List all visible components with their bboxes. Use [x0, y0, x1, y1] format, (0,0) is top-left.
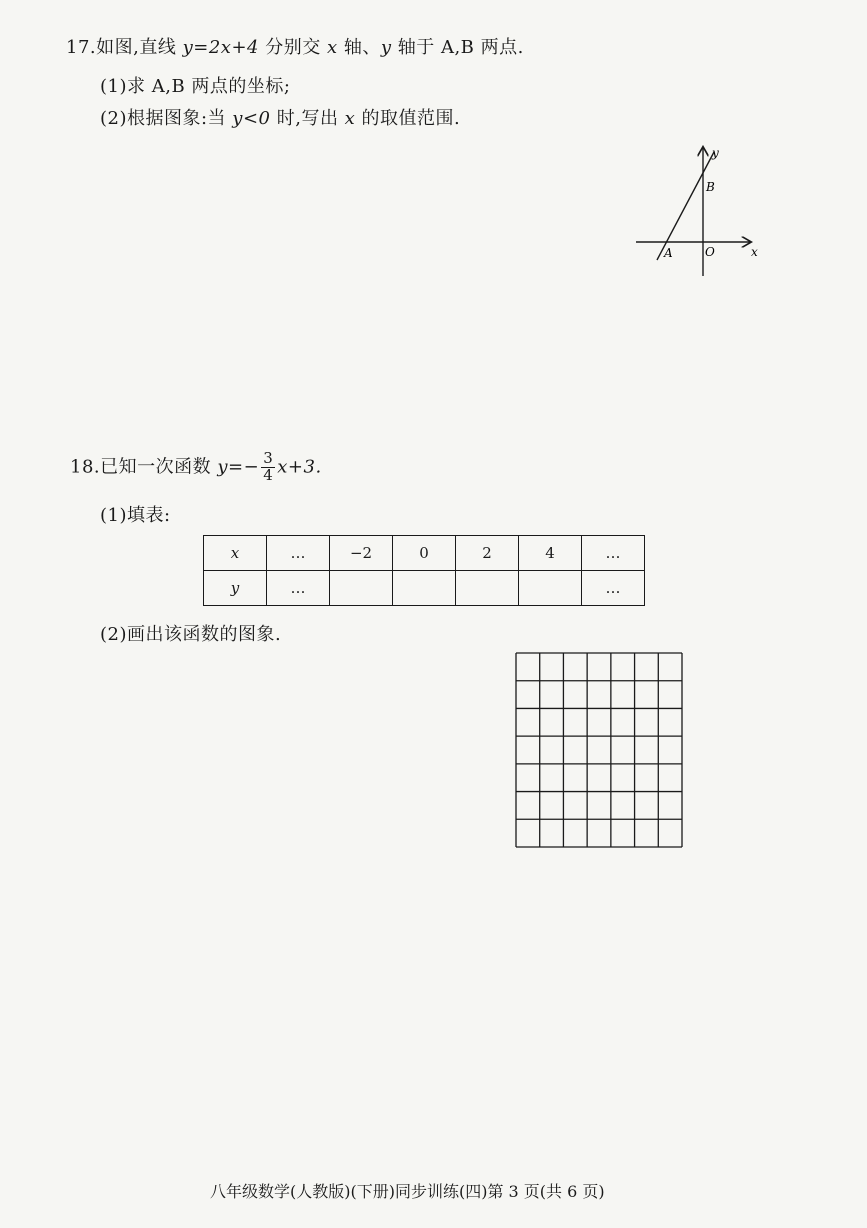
line-equation: y=2x+4: [182, 37, 259, 58]
point-a-label: A: [664, 246, 673, 260]
table-cell: x: [204, 536, 267, 571]
answer-cell[interactable]: [519, 571, 582, 606]
table-cell: 4: [519, 536, 582, 571]
table-cell: …: [267, 571, 330, 606]
value-table: [203, 535, 645, 606]
answer-cell[interactable]: [456, 571, 519, 606]
answer-cell[interactable]: [330, 571, 393, 606]
table-cell: y: [204, 571, 267, 606]
question-18: 18.已知一次函数 y=− $\frac{3}{4}$ x+3.: [70, 449, 322, 484]
question-18-part-1: (1)填表:: [100, 505, 171, 526]
question-17: 17.如图,直线 y=2x+4 分别交 x 轴、y 轴于 A,B 两点.: [66, 37, 524, 58]
question-17-part-2: (2)根据图象:当 y<0 时,写出 x 的取值范围.: [100, 108, 461, 129]
table-cell: …: [582, 571, 645, 606]
point-b-label: B: [706, 180, 715, 194]
y-axis-label: y: [712, 146, 719, 160]
table-cell: 2: [456, 536, 519, 571]
table-row-y: [204, 571, 645, 606]
table-row-x: [204, 536, 645, 571]
question-number: 18.: [70, 456, 101, 478]
graph-line: [657, 152, 714, 260]
question-18-part-2: (2)画出该函数的图象.: [100, 624, 282, 645]
graph-paper-grid[interactable]: [515, 652, 683, 848]
fraction: $\frac{3}{4}$: [263, 449, 274, 484]
table-cell: …: [267, 536, 330, 571]
question-17-part-1: (1)求 A,B 两点的坐标;: [100, 76, 291, 97]
page-footer: 八年级数学(人教版)(下册)同步训练(四)第 3 页(共 6 页): [210, 1182, 605, 1201]
table-cell: …: [582, 536, 645, 571]
table-cell: −2: [330, 536, 393, 571]
answer-cell[interactable]: [393, 571, 456, 606]
coordinate-figure: [630, 140, 765, 280]
origin-label: O: [705, 245, 715, 259]
table-cell: 0: [393, 536, 456, 571]
question-number: 17.: [66, 37, 97, 58]
x-axis-label: x: [751, 245, 758, 259]
